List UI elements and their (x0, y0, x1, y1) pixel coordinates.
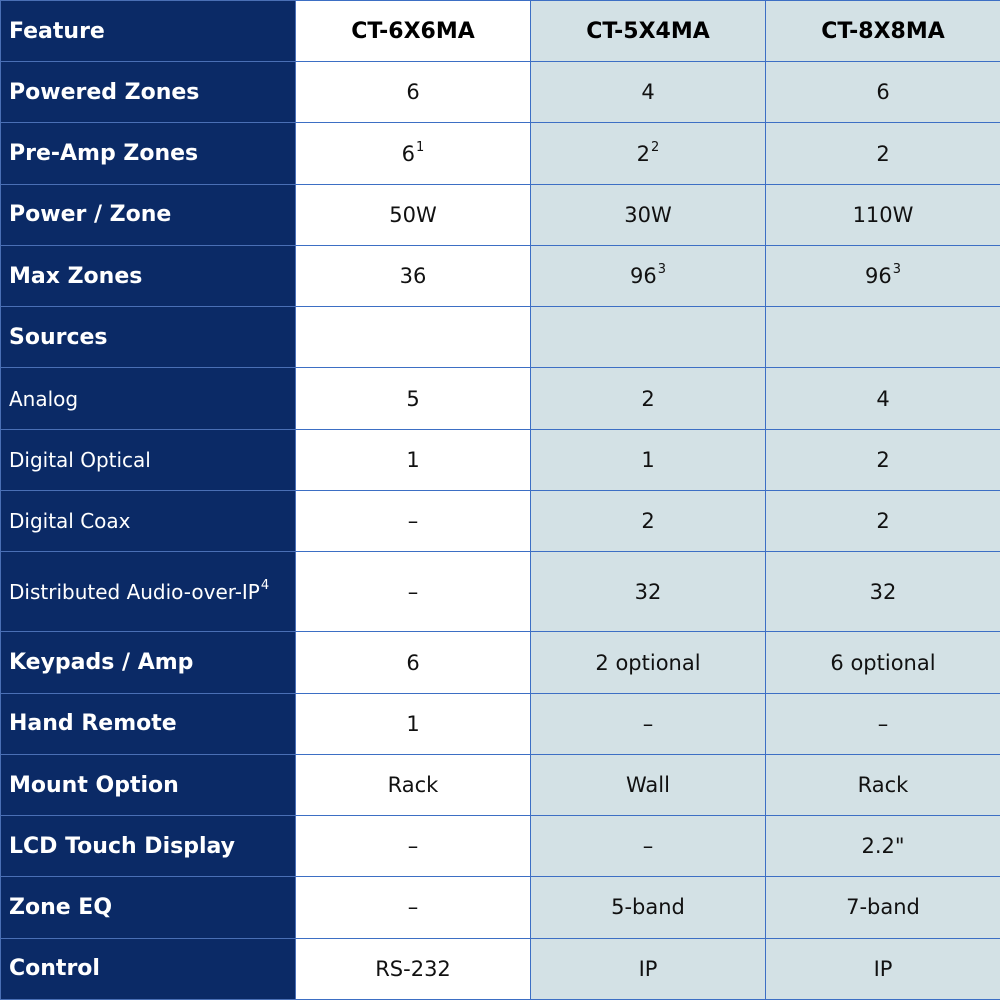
model-header-ct-6x6ma: CT-6X6MA (296, 1, 531, 62)
feature-label: Zone EQ (9, 894, 113, 920)
feature-label: LCD Touch Display (9, 833, 236, 859)
cell-value: – (877, 711, 889, 736)
cell-value: 2 (641, 386, 655, 411)
value-cell (531, 123, 766, 184)
cell-value: Rack (857, 773, 909, 797)
feature-label-cell (1, 245, 296, 306)
table-row (1, 754, 1000, 815)
cell-value: 6 (401, 141, 416, 166)
model-header-ct-8x8ma: CT-8X8MA (766, 1, 1000, 62)
cell-value: 5 (406, 386, 420, 411)
value-cell (531, 307, 766, 368)
value-cell (296, 816, 531, 877)
header-row (1, 1, 1000, 62)
cell-value: 1 (641, 447, 655, 472)
cell-value: 32 (634, 579, 662, 604)
feature-label: Digital Coax (9, 508, 131, 533)
feature-label: Digital Optical (9, 447, 151, 472)
feature-label-cell (1, 938, 296, 999)
cell-value: – (642, 834, 654, 859)
feature-label-cell (1, 429, 296, 490)
table-row (1, 632, 1000, 693)
cell-value: 4 (876, 386, 890, 411)
footnote-marker: 2 (651, 139, 660, 155)
value-cell (766, 877, 1000, 938)
value-cell (766, 307, 1000, 368)
model-header-ct-5x4ma: CT-5X4MA (531, 1, 766, 62)
value-cell (531, 62, 766, 123)
value-cell (766, 429, 1000, 490)
footnote-marker: 4 (260, 578, 270, 594)
value-cell (766, 123, 1000, 184)
value-cell (531, 490, 766, 551)
value-cell (296, 693, 531, 754)
value-cell (531, 754, 766, 815)
table-row (1, 938, 1000, 999)
value-cell (296, 62, 531, 123)
table-row (1, 307, 1000, 368)
table-row (1, 368, 1000, 429)
value-cell (296, 877, 531, 938)
table-row (1, 429, 1000, 490)
feature-label: Power / Zone (9, 202, 172, 228)
cell-value: – (407, 834, 419, 859)
feature-label: Keypads / Amp (9, 650, 194, 676)
cell-value: – (407, 579, 419, 604)
feature-label: Sources (9, 324, 108, 350)
value-cell (531, 552, 766, 632)
cell-value: 32 (869, 579, 897, 604)
feature-label-cell (1, 632, 296, 693)
cell-value: RS-232 (375, 956, 451, 981)
value-cell (296, 754, 531, 815)
value-cell (296, 184, 531, 245)
cell-value: IP (873, 956, 893, 981)
cell-value: 4 (641, 80, 655, 105)
value-cell (531, 938, 766, 999)
cell-value: 6 optional (830, 650, 936, 675)
value-cell (531, 877, 766, 938)
value-cell (531, 368, 766, 429)
cell-value: 36 (399, 264, 427, 289)
table-row (1, 62, 1000, 123)
value-cell (531, 184, 766, 245)
value-cell (531, 816, 766, 877)
value-cell (296, 123, 531, 184)
cell-value: 6 (876, 80, 890, 105)
cell-value: 2 (876, 447, 890, 472)
feature-column-header: Feature (1, 1, 296, 62)
feature-label-cell (1, 368, 296, 429)
feature-label-cell (1, 184, 296, 245)
cell-value: Rack (387, 773, 439, 797)
value-cell (766, 938, 1000, 999)
value-cell (296, 368, 531, 429)
feature-label-cell (1, 816, 296, 877)
feature-label: Distributed Audio-over-IP (9, 579, 260, 604)
footnote-marker: 3 (657, 262, 666, 278)
cell-value: 2.2" (861, 834, 905, 859)
feature-label: Max Zones (9, 263, 143, 289)
feature-label-cell (1, 123, 296, 184)
table-row (1, 552, 1000, 632)
value-cell (531, 693, 766, 754)
value-cell (766, 552, 1000, 632)
cell-value: 1 (406, 711, 420, 736)
cell-value: – (407, 895, 419, 920)
feature-label: Analog (9, 386, 79, 411)
value-cell (766, 754, 1000, 815)
feature-label-cell (1, 877, 296, 938)
value-cell (766, 368, 1000, 429)
value-cell (766, 490, 1000, 551)
feature-label-cell (1, 552, 296, 632)
table-row (1, 490, 1000, 551)
value-cell (296, 429, 531, 490)
cell-value: Wall (626, 773, 670, 797)
feature-label: Mount Option (9, 772, 179, 798)
value-cell (296, 490, 531, 551)
feature-label-cell (1, 307, 296, 368)
value-cell (766, 62, 1000, 123)
feature-label-cell (1, 62, 296, 123)
cell-value: IP (638, 956, 658, 981)
table-row (1, 123, 1000, 184)
value-cell (531, 245, 766, 306)
cell-value: – (642, 711, 654, 736)
cell-value: 7-band (846, 895, 920, 920)
value-cell (766, 184, 1000, 245)
feature-label-cell (1, 693, 296, 754)
value-cell (766, 245, 1000, 306)
value-cell (296, 245, 531, 306)
footnote-marker: 3 (892, 262, 901, 278)
cell-value: 6 (406, 80, 420, 105)
value-cell (766, 632, 1000, 693)
feature-label: Powered Zones (9, 79, 200, 105)
value-cell (296, 552, 531, 632)
value-cell (531, 632, 766, 693)
cell-value: 50W (389, 202, 437, 227)
table-row (1, 877, 1000, 938)
feature-label: Hand Remote (9, 711, 177, 737)
feature-label-cell (1, 754, 296, 815)
cell-value: 1 (406, 447, 420, 472)
value-cell (766, 693, 1000, 754)
feature-label: Control (9, 956, 100, 982)
cell-value: 110W (852, 202, 914, 227)
cell-value: 2 (876, 508, 890, 533)
value-cell (531, 429, 766, 490)
cell-value: 6 (406, 650, 420, 675)
cell-value: 5-band (611, 895, 685, 920)
footnote-marker: 1 (416, 139, 425, 155)
cell-value: 2 (636, 141, 651, 166)
value-cell (296, 632, 531, 693)
cell-value: 2 (641, 508, 655, 533)
table-row (1, 693, 1000, 754)
value-cell (766, 816, 1000, 877)
table-row (1, 816, 1000, 877)
cell-value: – (407, 508, 419, 533)
table-row (1, 184, 1000, 245)
cell-value: 2 (876, 141, 890, 166)
cell-value: 30W (624, 202, 672, 227)
value-cell (296, 307, 531, 368)
cell-value: 2 optional (595, 650, 701, 675)
feature-label-cell (1, 490, 296, 551)
cell-value: 96 (629, 264, 657, 289)
table-row (1, 245, 1000, 306)
cell-value: 96 (864, 264, 892, 289)
value-cell (296, 938, 531, 999)
feature-label: Pre-Amp Zones (9, 141, 199, 167)
